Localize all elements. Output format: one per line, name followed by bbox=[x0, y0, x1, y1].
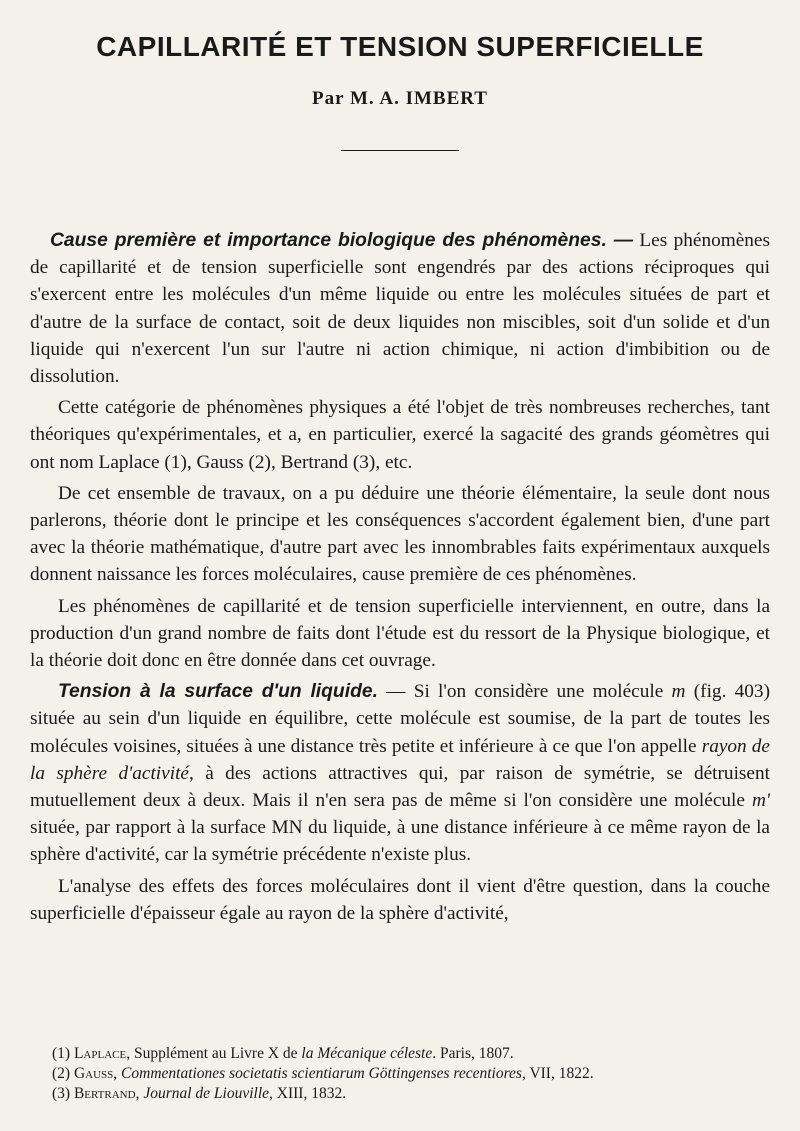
paragraph: De cet ensemble de travaux, on a pu déduire une théorie élémentaire, la seule dont nous parlerons, théorie dont le principe et les conséquences s'accordent également bien, d'une part avec la théorie mathématique, d'autre part avec les innombrables faits expérimentaux auxquels donnent naissance les forces moléculaires, cause première de ces phénomènes. bbox=[30, 482, 770, 586]
footnotes bbox=[52, 1044, 770, 1104]
symbol-m-prime: m' bbox=[751, 790, 770, 812]
footnote-text: , Supplément au Livre X de bbox=[126, 1045, 302, 1062]
document-page bbox=[30, 22, 770, 1112]
footnote bbox=[52, 1044, 770, 1064]
footnote-text: , bbox=[135, 1085, 144, 1102]
footnote-author: Bertrand bbox=[73, 1085, 136, 1102]
paragraph-text: Les phénomènes de capillarité et de tension superficielle sont engendrés par des actions réciproques qui s'exercent entre les molécules d'un même liquide ou entre les molécules situées de part et d'autre de la surface de contact, soit de deux liquides non miscibles, soit d'un solide et d'un liquide qui n'exercent l'un sur l'autre ni action chimique, ni action d'imbibition ou de dissolution. bbox=[30, 230, 770, 388]
footnote-author: Gauss bbox=[73, 1065, 114, 1082]
footnote-text: , VII, 1822. bbox=[521, 1065, 594, 1082]
footnote-title: Journal de Liouville bbox=[143, 1085, 270, 1102]
symbol-m: m bbox=[671, 681, 686, 703]
title-divider bbox=[341, 150, 459, 151]
footnote-number: (2) bbox=[52, 1065, 74, 1082]
footnote-title: Commentationes societatis scientiarum Göttingenses recentiores bbox=[121, 1065, 522, 1082]
footnote-title: la Mécanique céleste bbox=[301, 1045, 433, 1062]
footnote-number: (1) bbox=[52, 1045, 74, 1062]
paragraph: L'analyse des effets des forces moléculaires dont il vient d'être question, dans la couche superficielle d'épaisseur égale au rayon de la sphère d'activité, bbox=[30, 875, 770, 924]
body-text bbox=[30, 227, 770, 927]
paragraph-text: (fig. 403) située au sein d'un liquide en équilibre, cette molécule est soumise, de la part de toutes les molécules voisines, situées à une distance très petite et inférieure à ce que l'on appelle bbox=[30, 681, 770, 757]
paragraph bbox=[30, 678, 770, 868]
paragraph-text: , à des actions attractives qui, par raison de symétrie, se détruisent mutuellement deux à deux. Mais il n'en sera pas de même si l'on considère une molécule bbox=[30, 762, 770, 812]
paragraph bbox=[30, 227, 770, 390]
author-line: Par M. A. IMBERT bbox=[312, 88, 488, 109]
paragraph: Les phénomènes de capillarité et de tension superficielle interviennent, en outre, dans la production d'un grand nombre de faits dont l'étude est du ressort de la Physique biologique, et la théorie doit donc en être donnée dans cet ouvrage. bbox=[30, 595, 770, 672]
footnote-text: , XIII, 1832. bbox=[269, 1085, 347, 1102]
section-heading: Tension à la surface d'un liquide. bbox=[58, 681, 378, 703]
footnote-text: , bbox=[113, 1065, 122, 1082]
paragraph: Cette catégorie de phénomènes physiques a été l'objet de très nombreuses recherches, tant théoriques qu'expérimentales, et a, en particulier, exercé la sagacité des grands géomètres qui ont nom Laplace (1), Gauss (2), Bertrand (3), etc. bbox=[30, 397, 770, 473]
footnote bbox=[52, 1064, 770, 1084]
term-rayon: rayon de la sphère d'activité bbox=[30, 735, 770, 784]
footnote-text: . Paris, 1807. bbox=[432, 1045, 514, 1062]
paragraph-text: située, par rapport à la surface MN du liquide, à une distance inférieure à ce même rayon de la sphère d'activité, car la symétrie précédente n'existe plus. bbox=[30, 817, 770, 866]
paragraph-text: — Si l'on considère une molécule bbox=[377, 681, 672, 703]
page-title: CAPILLARITÉ ET TENSION SUPERFICIELLE bbox=[96, 31, 704, 62]
footnote-number: (3) bbox=[52, 1085, 74, 1102]
section-heading: Cause première et importance biologique des phénomènes. — bbox=[50, 230, 634, 251]
footnote-author: Laplace bbox=[73, 1045, 127, 1062]
footnote bbox=[52, 1084, 770, 1104]
